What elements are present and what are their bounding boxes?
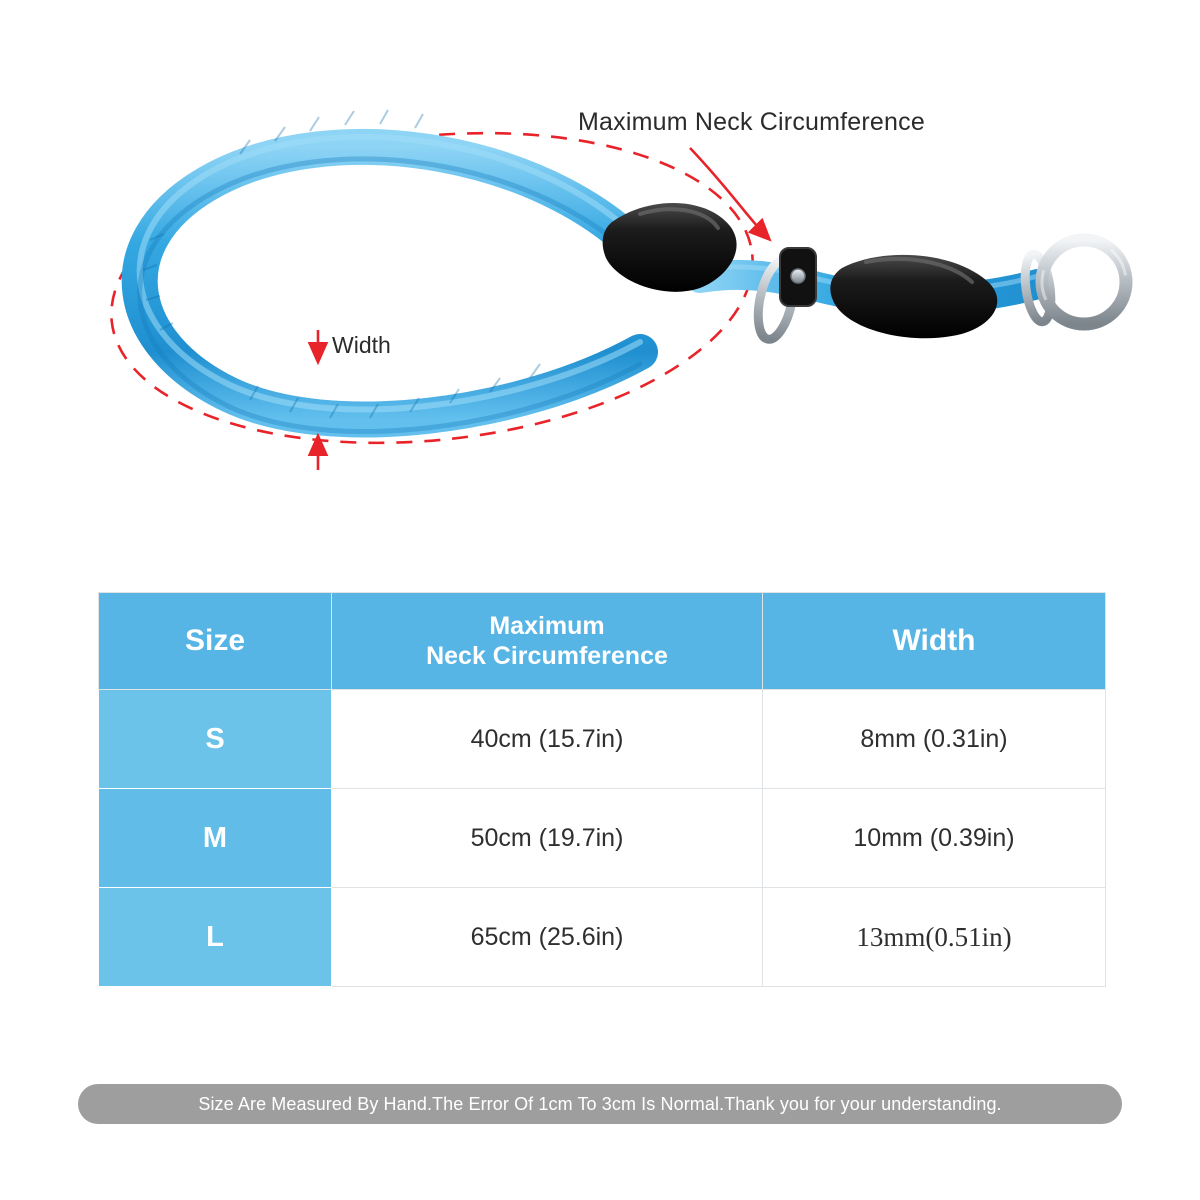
black-slider-upper	[603, 203, 737, 292]
cell-size-l: L	[99, 888, 332, 987]
cell-size-s: S	[99, 690, 332, 789]
size-table-container	[98, 592, 1102, 987]
size-table-header	[99, 593, 1106, 690]
measurement-disclaimer: Size Are Measured By Hand.The Error Of 1cm To 3cm Is Normal.Thank you for your understanding.	[78, 1084, 1122, 1124]
cell-width-s: 8mm (0.31in)	[763, 690, 1106, 789]
table-row	[99, 789, 1106, 888]
product-diagram	[0, 0, 1200, 560]
label-maximum-neck-circumference: Maximum Neck Circumference	[578, 108, 925, 136]
cell-circumference-l: 65cm (25.6in)	[332, 888, 763, 987]
header-circumference	[332, 593, 763, 690]
cell-size-m: M	[99, 789, 332, 888]
cell-circumference-s: 40cm (15.7in)	[332, 690, 763, 789]
cell-circumference-m: 50cm (19.7in)	[332, 789, 763, 888]
table-row	[99, 888, 1106, 987]
collar-illustration	[0, 0, 1200, 560]
header-circumference-line2: Neck Circumference	[426, 642, 668, 670]
rope-loop	[140, 110, 655, 432]
cell-width-m: 10mm (0.39in)	[763, 789, 1106, 888]
table-header-row	[99, 593, 1106, 690]
leather-tab	[780, 248, 816, 306]
cell-width-l: 13mm(0.51in)	[763, 888, 1106, 987]
size-table-body	[99, 690, 1106, 987]
header-width: Width	[763, 593, 1106, 690]
label-width: Width	[332, 332, 391, 358]
table-row	[99, 690, 1106, 789]
size-table	[98, 592, 1106, 987]
header-size: Size	[99, 593, 332, 690]
black-slider-lower	[830, 255, 997, 338]
header-circumference-line1: Maximum	[489, 611, 605, 640]
